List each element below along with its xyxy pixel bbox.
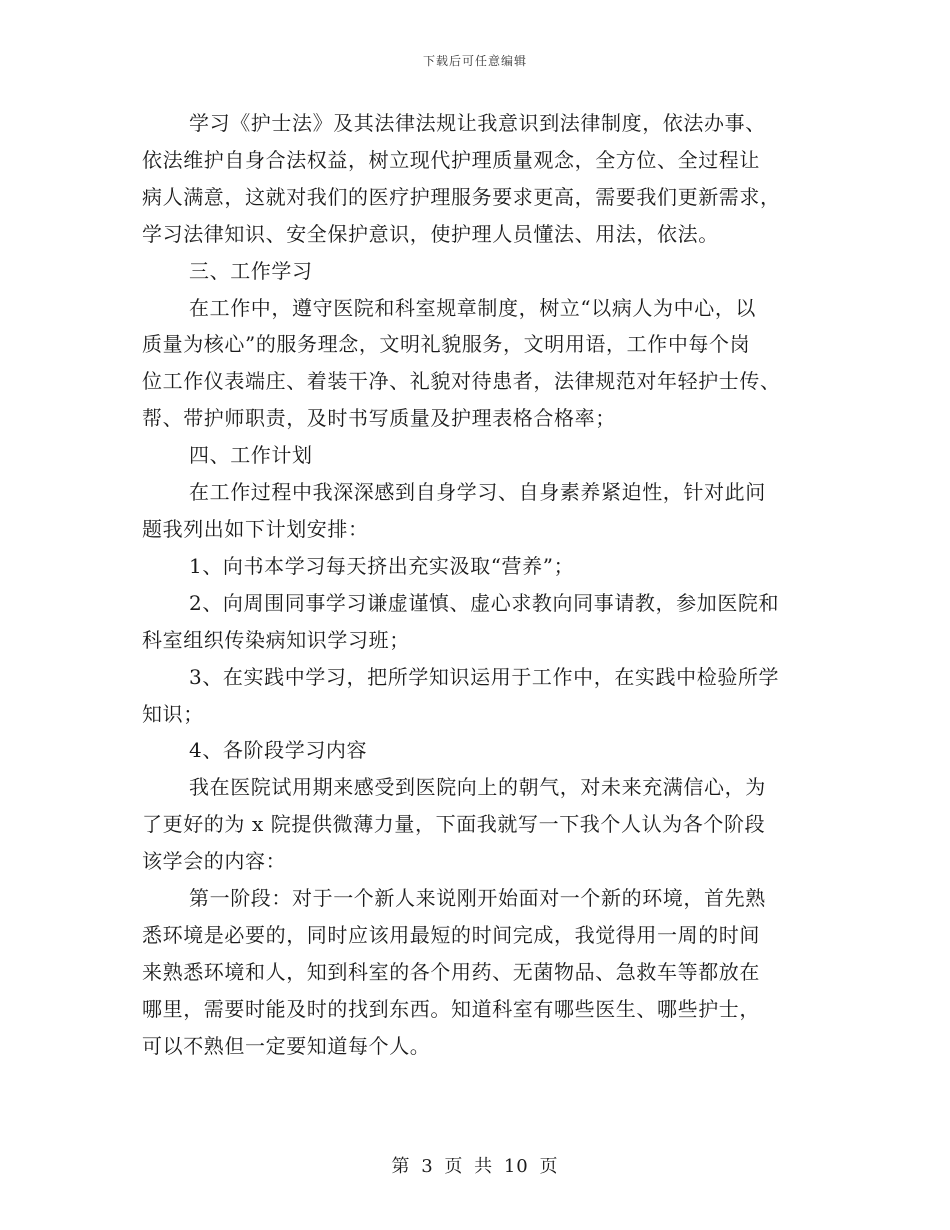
- paragraph-probation-reflection: [142, 769, 817, 880]
- text-line: 位工作仪表端庄、着装干净、礼貌对待患者，法律规范对年轻护士传、: [142, 369, 781, 394]
- text-line: 了更好的为 x 院提供微薄力量，下面我就写一下我个人认为各个阶段: [142, 812, 766, 837]
- text-line: 在工作过程中我深深感到自身学习、自身素养紧迫性，针对此问: [189, 480, 766, 505]
- text-line: 1、向书本学习每天挤出充实汲取“营养”；: [189, 553, 575, 578]
- paragraph-work-study: [142, 290, 817, 438]
- text-line: 3、在实践中学习，把所学知识运用于工作中，在实践中检验所学: [189, 664, 780, 689]
- paragraph-nursing-law: [142, 105, 817, 253]
- text-line: 来熟悉环境和人，知到科室的各个用药、无菌物品、急救车等都放在: [142, 959, 760, 984]
- text-line: 我在医院试用期来感受到医院向上的朝气，对未来充满信心，为: [189, 775, 766, 800]
- text-line: 三、工作学习: [189, 258, 313, 283]
- paragraph-stage-one: [142, 880, 817, 1065]
- text-line: 帮、带护师职责，及时书写质量及护理表格合格率；: [142, 406, 616, 431]
- text-line: 依法维护自身合法权益，树立现代护理质量观念，全方位、全过程让: [142, 147, 760, 172]
- page-header: 下载后可任意编辑: [422, 54, 527, 68]
- text-line: 4、各阶段学习内容: [189, 738, 368, 763]
- text-line: 病人满意，这就对我们的医疗护理服务要求更高，需要我们更新需求，: [142, 184, 781, 209]
- text-line: 科室组织传染病知识学习班；: [142, 627, 410, 652]
- plan-item-2: [142, 585, 817, 659]
- plan-item-3: [142, 659, 817, 733]
- document-body: [142, 105, 817, 1065]
- text-line: 学习《护士法》及其法律法规让我意识到法律制度，依法办事、: [189, 111, 766, 135]
- plan-item-4: [142, 732, 817, 769]
- text-line: 该学会的内容：: [142, 849, 287, 874]
- plan-item-1: [142, 548, 817, 585]
- text-line: 2、向周围同事学习谦虚谨慎、虚心求教向同事请教，参加医院和: [189, 590, 780, 615]
- text-line: 第一阶段：对于一个新人来说刚开始面对一个新的环境，首先熟: [189, 886, 766, 911]
- page-number-footer: 第 3 页 共 10 页: [391, 1156, 559, 1177]
- paragraph-work-plan-intro: [142, 474, 817, 548]
- text-line: 在工作中，遵守医院和科室规章制度，树立“以病人为中心，以: [189, 295, 757, 320]
- text-line: 哪里，需要时能及时的找到东西。知道科室有哪些医生、哪些护士，: [142, 996, 760, 1021]
- text-line: 可以不熟但一定要知道每个人。: [142, 1033, 431, 1058]
- text-line: 学习法律知识、安全保护意识，使护理人员懂法、用法，依法。: [142, 221, 719, 246]
- text-line: 题我列出如下计划安排：: [142, 516, 369, 541]
- section-heading-work-study: [142, 253, 817, 290]
- section-heading-work-plan: [142, 437, 817, 474]
- text-line: 悉环境是必要的，同时应该用最短的时间完成，我觉得用一周的时间: [142, 922, 760, 947]
- text-line: 四、工作计划: [189, 443, 313, 468]
- text-line: 质量为核心”的服务理念，文明礼貌服务，文明用语，工作中每个岗: [142, 332, 751, 357]
- text-line: 知识；: [142, 701, 204, 726]
